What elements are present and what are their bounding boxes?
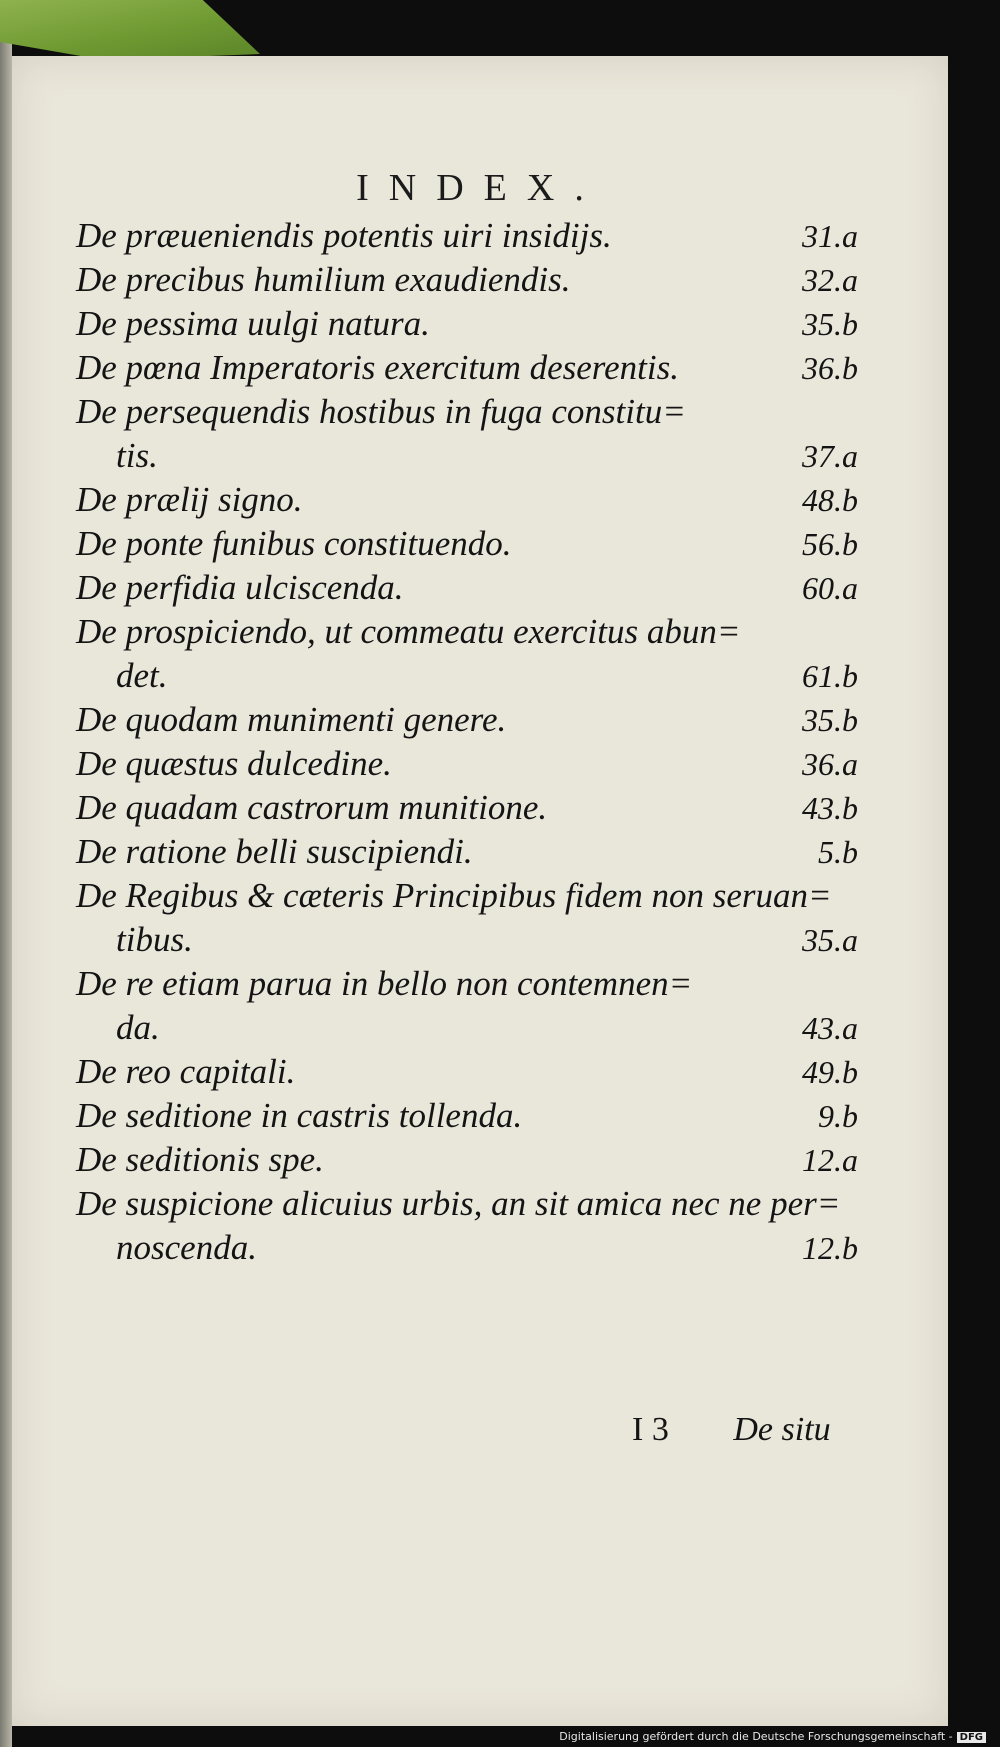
index-entry-text: da.	[116, 1008, 160, 1047]
index-entry-ref: 43.a	[802, 1010, 858, 1046]
signature-mark: I 3	[632, 1411, 669, 1448]
index-entry-text: De precibus humilium exaudiendis.	[76, 260, 571, 299]
index-entry-ref: 35.b	[802, 306, 858, 342]
index-entry-text: De pessima uulgi natura.	[76, 304, 430, 343]
index-entry-text: De perfidia ulciscenda.	[76, 568, 404, 607]
index-entry-ref: 36.a	[802, 746, 858, 782]
index-entry-text: tibus.	[116, 920, 193, 959]
book-edge	[0, 0, 12, 1747]
index-entry-text: De reo capitali.	[76, 1052, 296, 1091]
catchword: De situ	[733, 1411, 831, 1448]
index-entry-ref: 35.b	[802, 702, 858, 738]
index-entry-text: De quodam munimenti genere.	[76, 700, 507, 739]
green-ribbon	[0, 0, 260, 60]
index-entry-text: det.	[116, 656, 168, 695]
index-entry-ref: 12.a	[802, 1142, 858, 1178]
page-header: INDEX.	[356, 167, 604, 209]
credit-text: Digitalisierung gefördert durch die Deutsche Forschungsgemeinschaft -	[559, 1730, 953, 1743]
index-entry-text: De pœna Imperatoris exercitum deserentis.	[76, 348, 679, 387]
index-entry-text: De ponte funibus constituendo.	[76, 524, 512, 563]
index-entry-ref: 37.a	[802, 438, 858, 474]
index-entry-text: De re etiam parua in bello non contemnen=	[76, 964, 693, 1003]
index-entry-text: De seditione in castris tollenda.	[76, 1096, 523, 1135]
index-entry-text: De quadam castrorum munitione.	[76, 788, 548, 827]
index-entry-ref: 36.b	[802, 350, 858, 386]
book-page	[12, 56, 948, 1726]
index-entry-text: tis.	[116, 436, 158, 475]
index-entry-ref: 35.a	[802, 922, 858, 958]
index-entry-ref: 61.b	[802, 658, 858, 694]
index-entry-text: De ratione belli suscipiendi.	[76, 832, 473, 871]
index-entry-text: De prælij signo.	[76, 480, 303, 519]
index-entry-ref: 48.b	[802, 482, 858, 518]
index-entry-text: De persequendis hostibus in fuga constitu=	[76, 392, 686, 431]
index-entry-ref: 49.b	[802, 1054, 858, 1090]
index-entry-ref: 32.a	[802, 262, 858, 298]
index-entry-text: De seditionis spe.	[76, 1140, 324, 1179]
index-entry-ref: 12.b	[802, 1230, 858, 1266]
index-entry-ref: 56.b	[802, 526, 858, 562]
catchline	[632, 1411, 831, 1449]
index-entry-text: De prospiciendo, ut commeatu exercitus abun=	[76, 612, 741, 651]
index-entry-ref: 60.a	[802, 570, 858, 606]
index-entry-text: noscenda.	[116, 1228, 257, 1267]
index-entries	[12, 56, 948, 1726]
index-entry-ref: 5.b	[818, 834, 858, 870]
index-entry-text: De quæstus dulcedine.	[76, 744, 392, 783]
index-entry-ref: 9.b	[818, 1098, 858, 1134]
index-entry-text: De Regibus & cæteris Principibus fidem non seruan=	[76, 876, 832, 915]
index-entry-ref: 43.b	[802, 790, 858, 826]
dfg-logo: DFG	[957, 1732, 986, 1743]
index-entry-ref: 31.a	[802, 218, 858, 254]
index-entry-text: De præueniendis potentis uiri insidijs.	[76, 216, 612, 255]
index-entry-text: De suspicione alicuius urbis, an sit amica nec ne per=	[76, 1184, 841, 1223]
digitization-credit	[559, 1730, 986, 1743]
